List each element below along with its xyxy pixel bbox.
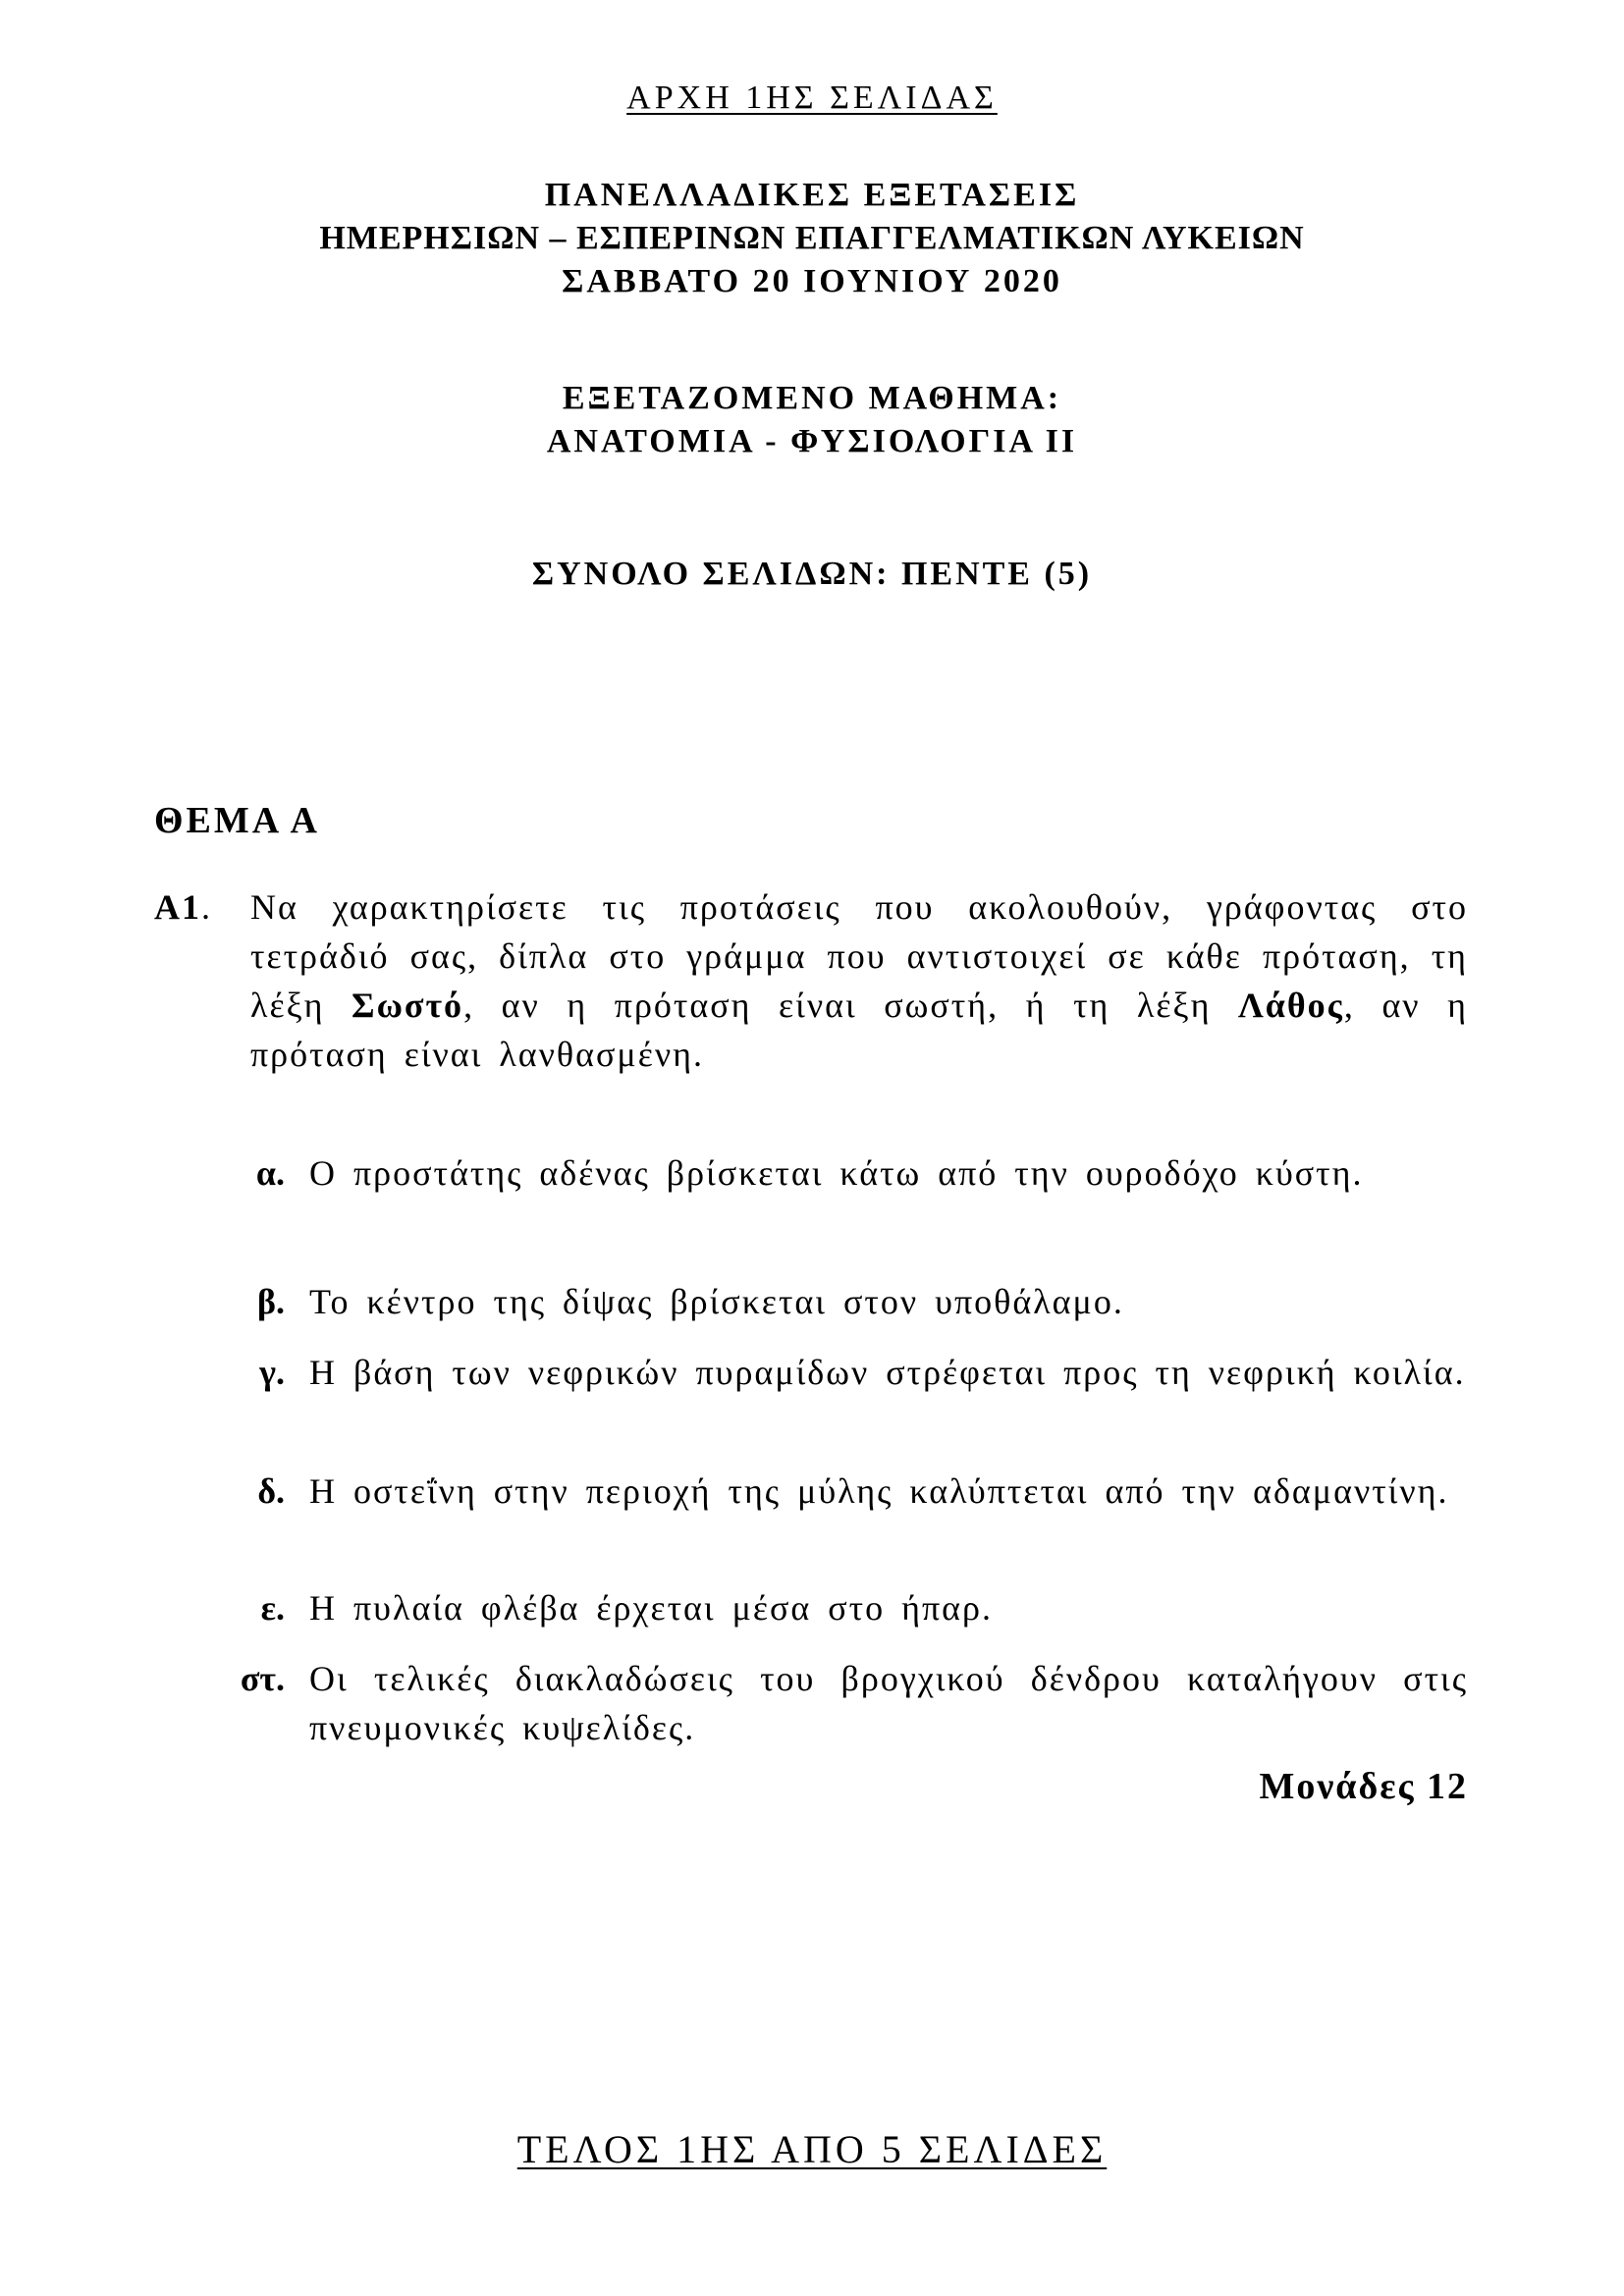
statement-text: Η οστεΐνη στην περιοχή της μύλης καλύπτεται από την αδαμαντίνη. bbox=[309, 1471, 1449, 1511]
statement-text: Οι τελικές διακλαδώσεις του βρογχικού δένδρου καταλήγουν στις πνευμονικές κυψελίδες. bbox=[309, 1659, 1468, 1747]
exam-date: ΣΑΒΒΑΤΟ 20 ΙΟΥΝΙΟΥ 2020 bbox=[562, 263, 1062, 299]
statement-text: Το κέντρο της δίψας βρίσκεται στον υποθάλαμο. bbox=[309, 1282, 1124, 1321]
points-label: Μονάδες 12 bbox=[1259, 1766, 1468, 1807]
pages-total: ΣΥΝΟΛΟ ΣΕΛΙΔΩΝ: ΠΕΝΤΕ (5) bbox=[531, 556, 1093, 592]
wrong-keyword: Λάθος bbox=[1237, 986, 1344, 1025]
statement-text: Ο προστάτης αδένας βρίσκεται κάτω από την ουροδόχο κύστη. bbox=[309, 1153, 1364, 1193]
statement-text: Η βάση των νεφρικών πυραμίδων στρέφεται προς τη νεφρική κοιλία. bbox=[309, 1353, 1466, 1392]
school-type: ΗΜΕΡΗΣΙΩΝ – ΕΣΠΕΡΙΝΩΝ ΕΠΑΓΓΕΛΜΑΤΙΚΩΝ ΛΥΚΕΙΩΝ bbox=[319, 220, 1305, 256]
subject-label: ΕΞΕΤΑΖΟΜΕΝΟ ΜΑΘΗΜΑ: bbox=[562, 380, 1062, 416]
page-end-marker: ΤΕΛΟΣ 1ΗΣ ΑΠΟ 5 ΣΕΛΙΔΕΣ bbox=[516, 2127, 1108, 2171]
statement-text: Η πυλαία φλέβα έρχεται μέσα στο ήπαρ. bbox=[309, 1588, 993, 1628]
statement-label: στ. bbox=[240, 1659, 285, 1698]
statement-label: γ. bbox=[259, 1353, 285, 1392]
statement-label: α. bbox=[255, 1153, 285, 1193]
subject-block bbox=[0, 377, 1624, 463]
subject-name: ΑΝΑΤΟΜΙΑ - ΦΥΣΙΟΛΟΓΙΑ ΙΙ bbox=[546, 423, 1078, 459]
statement-label: β. bbox=[257, 1282, 285, 1321]
page-start-marker: ΑΡΧΗ 1ΗΣ ΣΕΛΙΔΑΣ bbox=[626, 80, 998, 116]
exam-header bbox=[0, 174, 1624, 303]
question-instructions: Να χαρακτηρίσετε τις προτάσεις που ακολουθούν, γράφοντας στο τετράδιό σας, δίπλα στο γράμμα που αντιστοιχεί σε κάθε πρόταση, τη λέξη Σωστό, αν η πρόταση είναι σωστή, ή τη λέξη Λάθος, αν η πρόταση είναι λανθασμένη. bbox=[250, 887, 1468, 1074]
correct-keyword: Σωστό bbox=[352, 986, 464, 1025]
statement-label: ε. bbox=[260, 1588, 285, 1628]
statement-label: δ. bbox=[257, 1471, 285, 1511]
exam-title: ΠΑΝΕΛΛΑΔΙΚΕΣ ΕΞΕΤΑΣΕΙΣ bbox=[544, 177, 1080, 213]
section-title: ΘΕΜΑ Α bbox=[154, 800, 320, 841]
question-label: Α1. bbox=[154, 887, 212, 927]
